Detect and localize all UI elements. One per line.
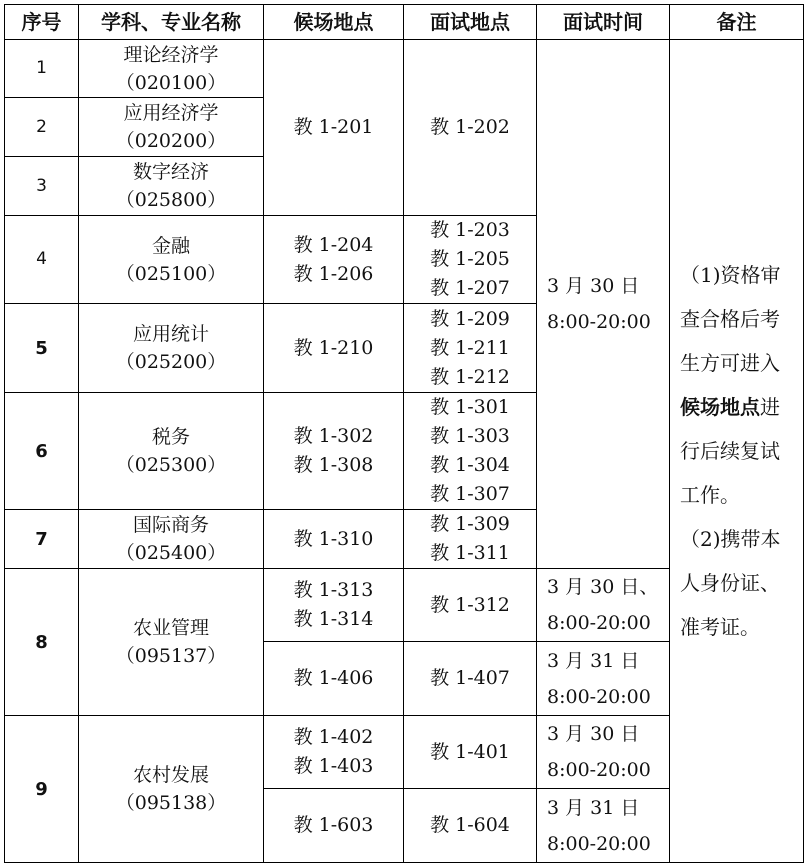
interview-room: 教 1-207 xyxy=(430,277,510,299)
interview-room: 教 1-301 xyxy=(430,396,510,418)
subject-code: （095138） xyxy=(115,792,227,814)
waiting-room: 教 1-403 xyxy=(293,755,374,777)
subject-cell xyxy=(79,569,264,716)
header-notes: 备注 xyxy=(670,5,804,40)
interview-room: 教 1-311 xyxy=(430,542,510,564)
interview-schedule-table xyxy=(4,4,804,863)
waiting-location-cell: 教 1-406 xyxy=(264,642,404,716)
waiting-room: 教 1-302 xyxy=(293,425,374,447)
seq-cell: 1 xyxy=(5,40,79,98)
header-row xyxy=(5,5,804,40)
interview-location-cell: 教 1-401 xyxy=(404,716,537,789)
notes-line: 查合格后考 xyxy=(680,307,780,331)
time-date: 3 月 30 日 xyxy=(547,723,640,745)
header-interview-time: 面试时间 xyxy=(537,5,670,40)
time-date: 3 月 31 日 xyxy=(547,796,640,819)
interview-location-cell: 教 1-407 xyxy=(404,642,537,716)
waiting-room: 教 1-206 xyxy=(293,262,374,285)
notes-line: 工作。 xyxy=(680,483,740,507)
subject-name: 金融 xyxy=(151,234,190,257)
interview-location-cell xyxy=(404,510,537,569)
waiting-location-cell: 教 1-603 xyxy=(264,789,404,863)
subject-cell xyxy=(79,216,264,304)
notes-line: （1)资格审 xyxy=(680,263,781,287)
interview-room: 教 1-303 xyxy=(430,425,510,447)
interview-location-cell xyxy=(404,304,537,393)
waiting-room: 教 1-313 xyxy=(293,579,374,601)
subject-code: （025400） xyxy=(115,542,227,564)
seq-cell: 8 xyxy=(5,569,79,716)
notes-line: 行后续复试 xyxy=(680,439,780,463)
waiting-location-cell: 教 1-201 xyxy=(264,40,404,216)
interview-room: 教 1-211 xyxy=(430,336,510,359)
subject-name: 农村发展 xyxy=(132,764,209,786)
notes-line: 准考证。 xyxy=(680,615,760,639)
interview-room: 教 1-212 xyxy=(430,365,510,388)
seq-cell: 4 xyxy=(5,216,79,304)
interview-time-cell xyxy=(537,40,670,569)
subject-name: 税务 xyxy=(151,426,190,448)
seq-cell: 6 xyxy=(5,393,79,510)
interview-time-cell xyxy=(537,789,670,863)
seq-cell: 7 xyxy=(5,510,79,569)
table-row xyxy=(5,40,804,98)
header-seq: 序号 xyxy=(5,5,79,40)
waiting-location-cell: 教 1-210 xyxy=(264,304,404,393)
subject-code: （025800） xyxy=(115,189,227,211)
interview-location-cell xyxy=(404,393,537,510)
notes-line: （2)携带本 xyxy=(680,527,781,551)
subject-name: 应用统计 xyxy=(132,323,209,345)
waiting-room: 教 1-402 xyxy=(293,726,374,748)
notes-line: 生方可进入 xyxy=(680,351,780,375)
subject-name: 国际商务 xyxy=(132,514,209,536)
header-interview-location: 面试地点 xyxy=(404,5,537,40)
interview-time-cell xyxy=(537,569,670,642)
time-date: 3 月 30 日、 xyxy=(547,576,659,598)
subject-cell xyxy=(79,510,264,569)
subject-name: 数字经济 xyxy=(132,161,209,183)
waiting-room: 教 1-314 xyxy=(293,608,374,630)
interview-location-cell xyxy=(404,216,537,304)
waiting-location-cell: 教 1-310 xyxy=(264,510,404,569)
subject-cell xyxy=(79,98,264,157)
interview-room: 教 1-203 xyxy=(430,219,510,241)
subject-cell xyxy=(79,393,264,510)
seq-cell: 5 xyxy=(5,304,79,393)
interview-time-cell xyxy=(537,642,670,716)
interview-room: 教 1-205 xyxy=(430,248,510,270)
subject-code: （025300） xyxy=(115,454,227,476)
interview-room: 教 1-304 xyxy=(430,454,510,476)
subject-cell xyxy=(79,40,264,98)
waiting-location-cell xyxy=(264,716,404,789)
subject-cell xyxy=(79,304,264,393)
notes-cell xyxy=(670,40,804,863)
notes-line: 人身份证、 xyxy=(680,571,780,595)
interview-location-cell: 教 1-312 xyxy=(404,569,537,642)
subject-name: 农业管理 xyxy=(132,617,209,639)
subject-name: 理论经济学 xyxy=(123,43,219,66)
interview-room: 教 1-309 xyxy=(430,513,510,535)
header-subject: 学科、专业名称 xyxy=(79,5,264,40)
interview-location-cell: 教 1-202 xyxy=(404,40,537,216)
seq-cell: 9 xyxy=(5,716,79,863)
waiting-room: 教 1-308 xyxy=(293,454,374,476)
time-hours: 8:00-20:00 xyxy=(547,612,651,634)
notes-text: 进 xyxy=(760,395,780,419)
time-date: 3 月 31 日 xyxy=(547,649,640,672)
time-hours: 8:00-20:00 xyxy=(547,759,651,781)
subject-name: 应用经济学 xyxy=(123,102,219,124)
interview-time-cell xyxy=(537,716,670,789)
seq-cell: 3 xyxy=(5,157,79,216)
header-waiting-location: 候场地点 xyxy=(264,5,404,40)
notes-line xyxy=(680,385,795,429)
subject-cell xyxy=(79,716,264,863)
seq-cell: 2 xyxy=(5,98,79,157)
time-hours: 8:00-20:00 xyxy=(547,311,651,333)
waiting-room: 教 1-204 xyxy=(293,233,374,256)
waiting-location-cell xyxy=(264,393,404,510)
time-date: 3 月 30 日 xyxy=(547,275,640,297)
time-hours: 8:00-20:00 xyxy=(547,832,651,855)
interview-room: 教 1-209 xyxy=(430,307,510,330)
interview-room: 教 1-307 xyxy=(430,483,510,505)
waiting-location-cell xyxy=(264,216,404,304)
time-hours: 8:00-20:00 xyxy=(547,685,651,708)
interview-location-cell: 教 1-604 xyxy=(404,789,537,863)
subject-code: （020200） xyxy=(115,130,227,152)
waiting-location-cell xyxy=(264,569,404,642)
notes-highlight: 候场地点 xyxy=(680,395,760,419)
subject-code: （095137） xyxy=(115,645,227,667)
subject-code: （025200） xyxy=(115,351,227,373)
subject-code: （020100） xyxy=(115,71,227,94)
subject-cell xyxy=(79,157,264,216)
subject-code: （025100） xyxy=(115,262,227,285)
